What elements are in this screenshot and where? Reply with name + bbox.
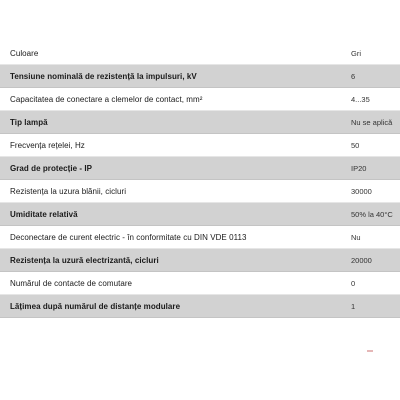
- decorative-mark: [367, 350, 373, 352]
- spec-row-disconnect: [0, 226, 400, 249]
- spec-label: Numărul de contacte de comutare: [10, 279, 133, 288]
- spec-value: IP20: [351, 164, 367, 173]
- spec-value: 1: [351, 302, 356, 311]
- spec-label: Culoare: [10, 49, 39, 58]
- spec-value: 20000: [351, 256, 372, 265]
- spec-row-lamp-type: [0, 111, 400, 134]
- spec-row-terminal-capacity: [0, 88, 400, 111]
- spec-label: Rezistența la uzura blănii, cicluri: [10, 187, 127, 196]
- spec-value: Gri: [351, 49, 361, 58]
- spec-label: Lățimea după numărul de distanțe modulare: [10, 302, 181, 311]
- spec-value: 50% la 40°C: [351, 210, 393, 219]
- spec-value: Nu: [351, 233, 361, 242]
- spec-row-ip-rating: [0, 157, 400, 180]
- spec-label: Frecvența rețelei, Hz: [10, 141, 85, 150]
- spec-label: Grad de protecție - IP: [10, 164, 93, 173]
- spec-row-relative-humidity: [0, 203, 400, 226]
- spec-row-mechanical-endurance: [0, 180, 400, 203]
- spec-value: 0: [351, 279, 356, 288]
- spec-value: 30000: [351, 187, 372, 196]
- spec-value: Nu se aplică: [351, 118, 393, 127]
- spec-label: Rezistența la uzură electrizantă, cicluri: [10, 256, 159, 265]
- spec-label: Deconectare de curent electric - în conformitate cu DIN VDE 0113: [10, 233, 247, 242]
- spec-value: 6: [351, 72, 356, 81]
- spec-row-module-width: [0, 295, 400, 318]
- spec-row-color: [0, 42, 400, 65]
- spec-row-switching-contacts: [0, 272, 400, 295]
- spec-label: Umiditate relativă: [10, 210, 78, 219]
- spec-label: Tensiune nominală de rezistență la impulsuri, kV: [10, 72, 197, 81]
- spec-label: Capacitatea de conectare a clemelor de contact, mm²: [10, 95, 203, 104]
- specifications-table: [0, 42, 400, 318]
- spec-value: 50: [351, 141, 360, 150]
- spec-row-frequency: [0, 134, 400, 157]
- spec-value: 4...35: [351, 95, 370, 104]
- spec-row-electrical-endurance: [0, 249, 400, 272]
- spec-label: Tip lampă: [10, 118, 48, 127]
- spec-row-impulse-voltage: [0, 65, 400, 88]
